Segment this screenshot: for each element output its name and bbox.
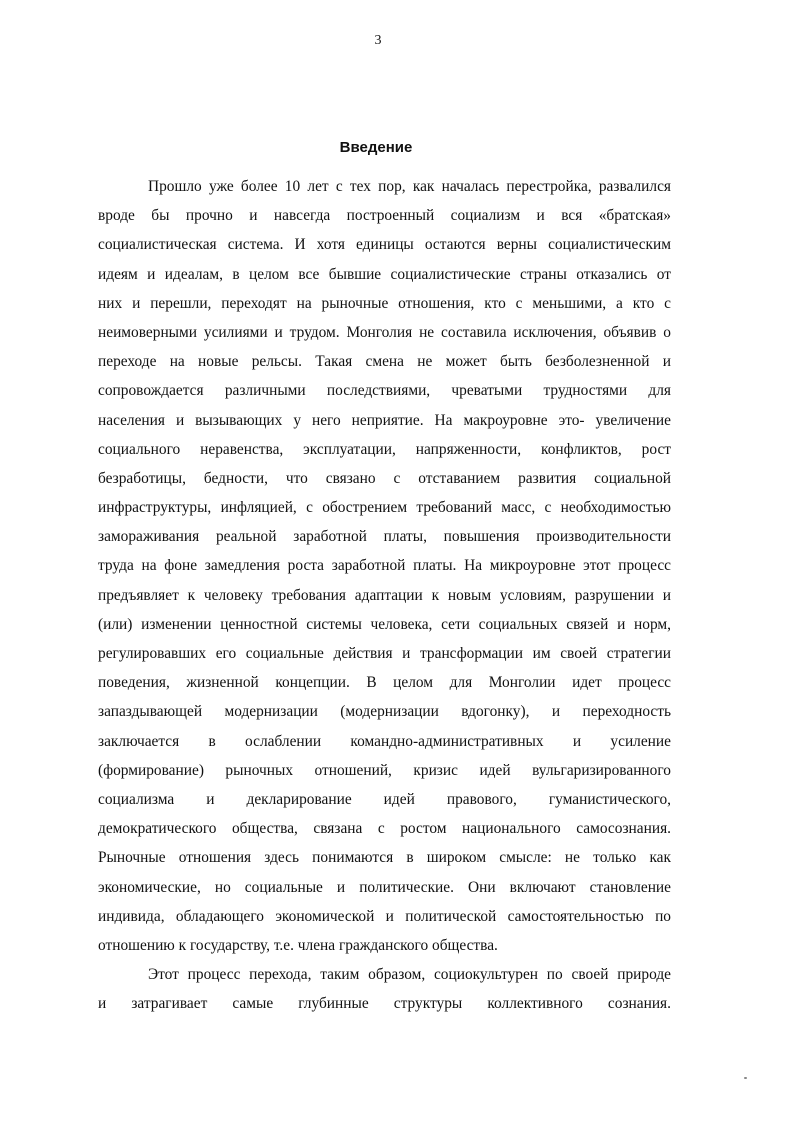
text-line: Этот процесс перехода, таким образом, социокультурен по своей природе [148,966,671,983]
text-line: труда на фоне замедления роста заработной платы. На микроуровне этот процесс [98,557,671,575]
text-line: демократического общества, связана с ростом национального самосознания. [98,820,671,838]
text-line: отношению к государству, т.е. члена гражданского общества. [98,936,498,954]
text-line: заключается в ослаблении командно-административных и усиление [98,732,671,750]
text-line: и затрагивает самые глубинные структуры коллективного сознания. [98,995,671,1013]
text-line: неимоверными усилиями и трудом. Монголия не составила исключения, объявив о [98,323,671,341]
text-line: переходе на новые рельсы. Такая смена не может быть безболезненной и [98,353,671,371]
text-line: Прошло уже более 10 лет с тех пор, как началась перестройка, развалился [148,178,671,195]
section-heading: Введение [339,139,413,156]
scan-speck [744,1077,747,1079]
text-line: социализма и декларирование идей правового, гуманистического, [98,790,671,808]
text-line: идеям и идеалам, в целом все бывшие социалистические страны отказались от [98,265,671,283]
text-line: предъявляет к человеку требования адаптации к новым условиям, разрушении и [98,586,671,604]
text-line: регулировавших его социальные действия и трансформации им своей стратегии [98,645,671,662]
text-line: вроде бы прочно и навсегда построенный социализм и вся «братская» [98,207,671,225]
text-line: (формирование) рыночных отношений, кризис идей вульгаризированного [98,761,671,779]
text-line: населения и вызывающих у него неприятие. На макроуровне это- увеличение [98,411,671,429]
text-line: них и перешли, переходят на рыночные отношения, кто с меньшими, а кто с [98,294,671,312]
text-line: социального неравенства, эксплуатации, напряженности, конфликтов, рост [98,440,671,458]
text-line: экономические, но социальные и политические. Они включают становление [98,878,671,896]
text-line: Рыночные отношения здесь понимаются в широком смысле: не только как [98,849,671,867]
text-line: индивида, обладающего экономической и политической самостоятельностью по [98,907,671,925]
text-line: инфраструктуры, инфляцией, с обострением требований масс, с необходимостью [98,499,671,517]
paragraph-1 [98,172,671,960]
text-line: безработицы, бедности, что связано с отставанием развития социальной [98,469,671,487]
text-line: замораживания реальной заработной платы, повышения производительности [98,528,671,546]
text-line: поведения, жизненной концепции. В целом для Монголии идет процесс [98,674,671,692]
text-line: запаздывающей модернизации (модернизации вдогонку), и переходность [98,703,671,721]
text-line: (или) изменении ценностной системы человека, сети социальных связей и норм, [98,615,671,633]
page-number: 3 [374,33,382,48]
text-line: социалистическая система. И хотя единицы остаются верны социалистическим [98,236,671,254]
paragraph-2 [98,960,671,1018]
text-line: сопровождается различными последствиями, чреватыми трудностями для [98,382,671,400]
